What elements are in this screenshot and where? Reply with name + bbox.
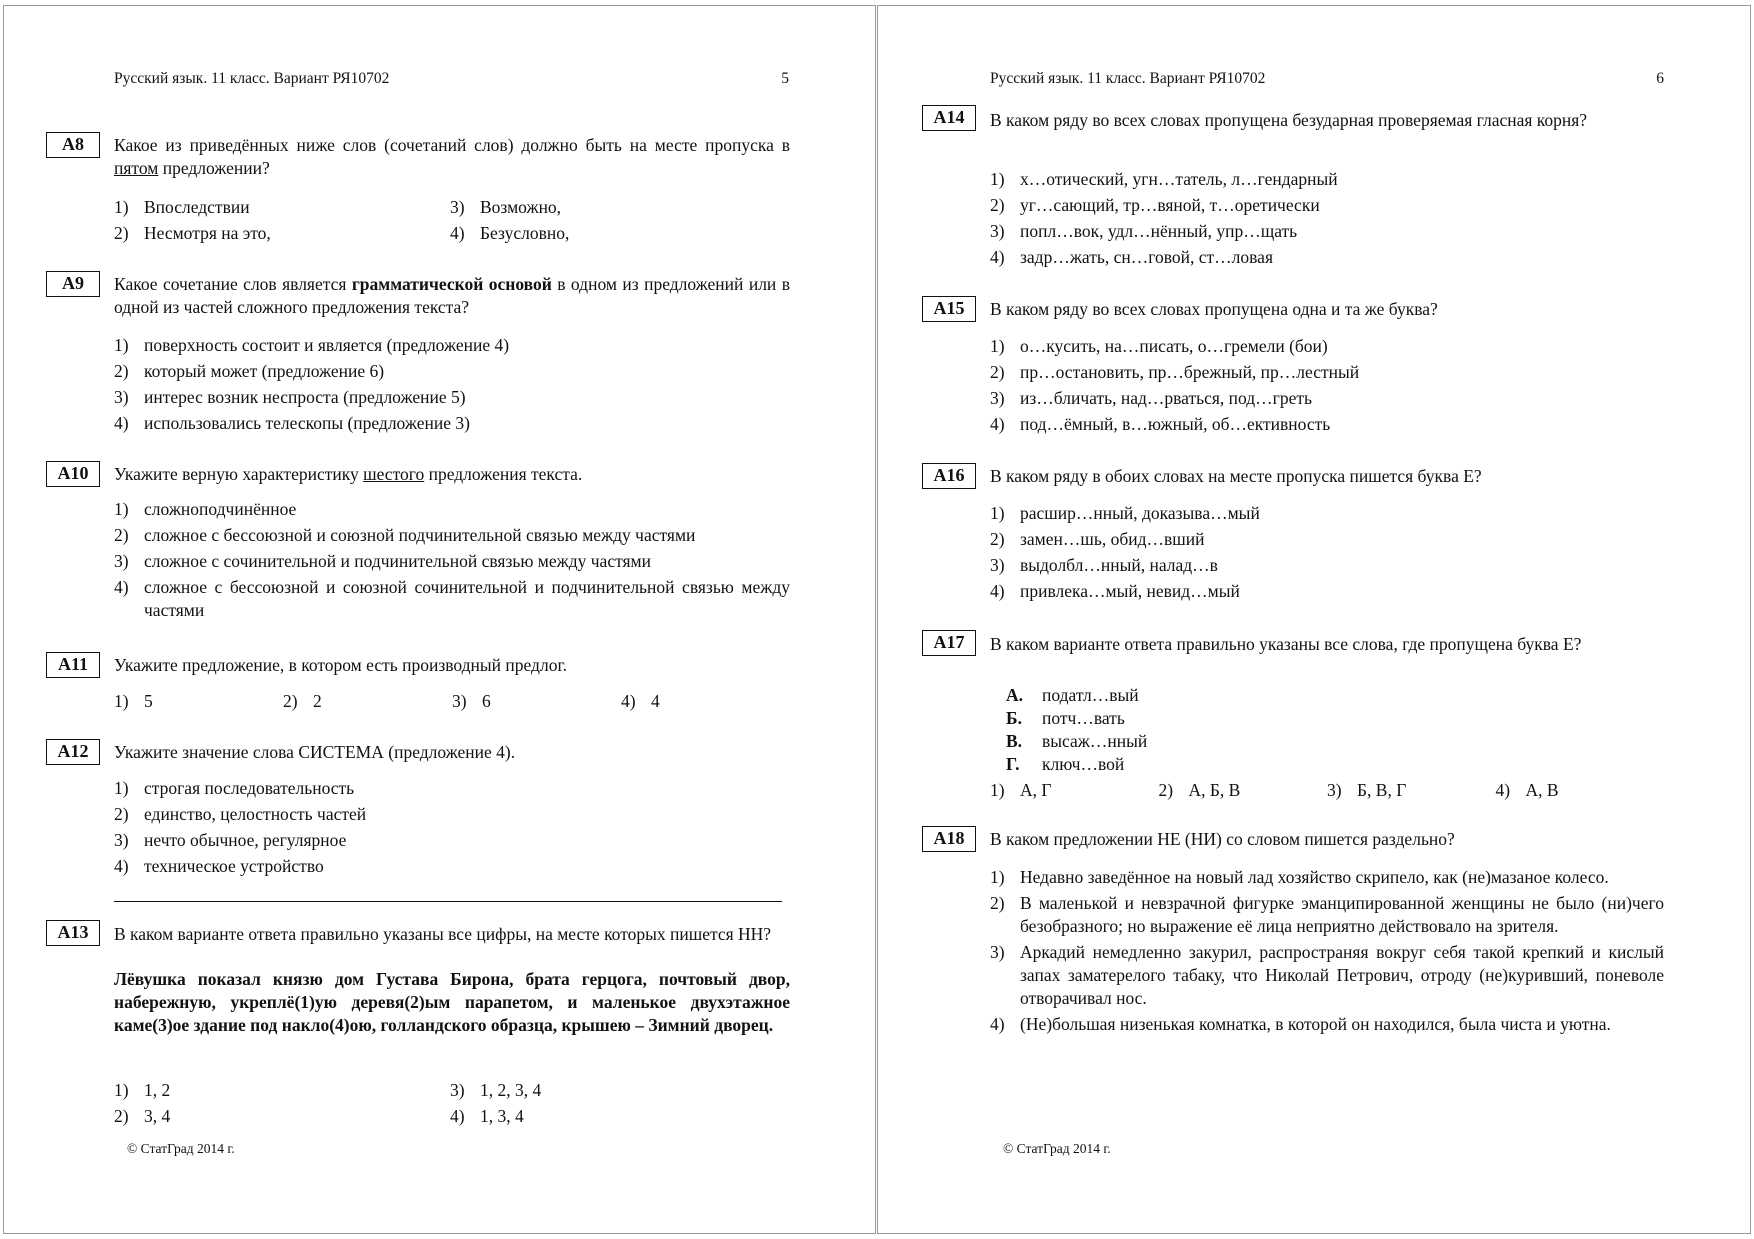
option-number: 2) bbox=[283, 691, 298, 711]
answer-option[interactable] bbox=[621, 690, 790, 713]
answer-option[interactable] bbox=[114, 1079, 450, 1102]
option-text: 5 bbox=[144, 691, 153, 711]
answer-options bbox=[990, 779, 1664, 802]
option-text: пр…остановить, пр…брежный, пр…лестный bbox=[1020, 362, 1360, 382]
question-label: А15 bbox=[922, 296, 976, 322]
option-text: Недавно заведённое на новый лад хозяйство скрипело, как (не)мазаное колесо. bbox=[1020, 867, 1609, 887]
bold-term: грамматической основой bbox=[351, 274, 552, 294]
answer-option[interactable] bbox=[990, 779, 1159, 802]
answer-options bbox=[990, 168, 1664, 272]
option-number: 1) bbox=[990, 169, 1005, 189]
option-text: сложноподчинённое bbox=[144, 499, 297, 519]
option-number: 2) bbox=[114, 804, 129, 824]
word-key: В. bbox=[1006, 731, 1023, 751]
option-number: 2) bbox=[990, 893, 1005, 913]
answer-option[interactable] bbox=[114, 829, 790, 852]
section-divider bbox=[114, 901, 782, 902]
option-number: 2) bbox=[114, 525, 129, 545]
underlined-word: шестого bbox=[363, 464, 425, 484]
option-number: 3) bbox=[990, 221, 1005, 241]
answer-option[interactable] bbox=[450, 222, 750, 245]
word-key: А. bbox=[1006, 685, 1024, 705]
answer-option[interactable] bbox=[990, 528, 1664, 551]
word-item bbox=[1006, 730, 1406, 753]
option-text: который может (предложение 6) bbox=[144, 361, 385, 381]
option-number: 3) bbox=[450, 197, 465, 217]
question-label: А14 bbox=[922, 105, 976, 131]
question-text: Укажите значение слова СИСТЕМА (предложение 4). bbox=[114, 742, 516, 762]
answer-option[interactable] bbox=[450, 196, 750, 219]
question-label: А12 bbox=[46, 739, 100, 765]
option-text: выдолбл…нный, налад…в bbox=[1020, 555, 1218, 575]
option-number: 4) bbox=[450, 1106, 465, 1126]
answer-option[interactable] bbox=[990, 413, 1664, 436]
option-number: 2) bbox=[990, 362, 1005, 382]
option-text: Возможно, bbox=[480, 197, 562, 217]
option-number: 4) bbox=[990, 581, 1005, 601]
answer-option[interactable] bbox=[114, 524, 790, 547]
answer-option[interactable] bbox=[114, 803, 790, 826]
answer-option[interactable] bbox=[114, 690, 283, 713]
answer-option[interactable] bbox=[114, 550, 790, 573]
option-number: 1) bbox=[114, 197, 129, 217]
answer-option[interactable] bbox=[114, 855, 790, 878]
question-text-part: Какое из приведённых ниже слов (сочетаний слов) должно быть на месте пропуска в bbox=[114, 135, 790, 155]
question-text: В каком ряду во всех словах пропущена одна и та же буква? bbox=[990, 299, 1438, 319]
answer-option[interactable] bbox=[283, 690, 452, 713]
page-footer: © СтатГрад 2014 г. bbox=[127, 1141, 235, 1156]
answer-option[interactable] bbox=[990, 335, 1664, 358]
answer-option[interactable] bbox=[450, 1105, 750, 1128]
option-text: привлека…мый, невид…мый bbox=[1020, 581, 1240, 601]
answer-option[interactable] bbox=[990, 1013, 1664, 1036]
answer-options bbox=[114, 777, 790, 881]
word-text: податл…вый bbox=[1042, 685, 1139, 705]
word-key: Б. bbox=[1006, 708, 1022, 728]
page-footer: © СтатГрад 2014 г. bbox=[1003, 1141, 1111, 1156]
option-text: 1, 2, 3, 4 bbox=[480, 1080, 542, 1100]
passage-text: Лёвушка показал князю дом Густава Бирона, брата герцога, почтовый двор, набережную, укреплё(1)ую деревя(2)ым парапетом, и маленькое двухэтажное каме(3)ое здание под накло(4)ою, голландского образца, крышею – Зимний дворец. bbox=[114, 969, 790, 1035]
question-text-part: Какое сочетание слов является bbox=[114, 274, 352, 294]
answer-option[interactable] bbox=[114, 334, 790, 357]
answer-option[interactable] bbox=[990, 502, 1664, 525]
option-text: сложное с сочинительной и подчинительной связью между частями bbox=[144, 551, 651, 571]
question-text: В каком предложении НЕ (НИ) со словом пишется раздельно? bbox=[990, 829, 1455, 849]
option-number: 1) bbox=[990, 336, 1005, 356]
option-number: 3) bbox=[450, 1080, 465, 1100]
answer-option[interactable] bbox=[114, 360, 790, 383]
answer-options bbox=[114, 334, 790, 438]
answer-option[interactable] bbox=[990, 941, 1664, 1010]
question-text-part: предложении? bbox=[158, 158, 270, 178]
option-text: 4 bbox=[651, 691, 660, 711]
answer-option[interactable] bbox=[114, 196, 450, 219]
option-text: А, Б, В bbox=[1188, 780, 1241, 800]
question-text-part: Укажите верную характеристику bbox=[114, 464, 364, 484]
option-text: 1, 3, 4 bbox=[480, 1106, 524, 1126]
option-number: 1) bbox=[114, 335, 129, 355]
question-label: А16 bbox=[922, 463, 976, 489]
option-text: 2 bbox=[313, 691, 322, 711]
word-item bbox=[1006, 753, 1406, 776]
question-label: А10 bbox=[46, 461, 100, 487]
question-label: А18 bbox=[922, 826, 976, 852]
answer-options bbox=[114, 1079, 790, 1128]
answer-options bbox=[114, 196, 790, 245]
option-number: 1) bbox=[990, 503, 1005, 523]
option-text: 3, 4 bbox=[144, 1106, 171, 1126]
option-number: 2) bbox=[114, 223, 129, 243]
question-label: А13 bbox=[46, 920, 100, 946]
option-text: сложное с бессоюзной и союзной сочинительной и подчинительной связью между частями bbox=[144, 577, 790, 620]
option-number: 3) bbox=[1327, 780, 1342, 800]
option-number: 1) bbox=[114, 691, 129, 711]
question-text bbox=[114, 134, 790, 180]
option-text: Впоследствии bbox=[144, 197, 250, 217]
answer-option[interactable] bbox=[1327, 779, 1496, 802]
question-label: А11 bbox=[46, 652, 100, 678]
option-number: 4) bbox=[621, 691, 636, 711]
option-text: х…отический, угн…татель, л…гендарный bbox=[1020, 169, 1338, 189]
answer-option[interactable] bbox=[1159, 779, 1328, 802]
underlined-word: пятом bbox=[114, 158, 159, 178]
question-text-part: предложения текста. bbox=[424, 464, 583, 484]
answer-option[interactable] bbox=[990, 554, 1664, 577]
answer-option[interactable] bbox=[990, 580, 1664, 603]
option-number: 4) bbox=[990, 247, 1005, 267]
option-text: (Не)большая низенькая комнатка, в которой он находился, была чиста и уютна. bbox=[1020, 1014, 1611, 1034]
answer-option[interactable] bbox=[114, 412, 790, 435]
answer-option[interactable] bbox=[990, 220, 1664, 243]
option-number: 4) bbox=[114, 856, 129, 876]
word-text: ключ…вой bbox=[1042, 754, 1125, 774]
option-number: 1) bbox=[114, 499, 129, 519]
answer-option[interactable] bbox=[114, 777, 790, 800]
answer-option[interactable] bbox=[990, 892, 1664, 938]
page-number: 6 bbox=[1656, 70, 1664, 87]
option-text: единство, целостность частей bbox=[144, 804, 367, 824]
page-header: Русский язык. 11 класс. Вариант РЯ10702 bbox=[990, 70, 1266, 87]
option-text: 6 bbox=[482, 691, 491, 711]
option-number: 3) bbox=[114, 387, 129, 407]
option-text: попл…вок, удл…нённый, упр…щать bbox=[1020, 221, 1298, 241]
word-text: потч…вать bbox=[1042, 708, 1125, 728]
option-number: 4) bbox=[114, 413, 129, 433]
option-number: 2) bbox=[1158, 780, 1174, 800]
option-text: поверхность состоит и является (предложение 4) bbox=[144, 335, 510, 355]
answer-options bbox=[990, 866, 1664, 1039]
answer-option[interactable] bbox=[114, 386, 790, 409]
question-text: В каком ряду в обоих словах на месте пропуска пишется буква Е? bbox=[990, 466, 1482, 486]
option-number: 4) bbox=[114, 577, 129, 597]
option-number: 3) bbox=[990, 942, 1005, 962]
option-number: 3) bbox=[990, 555, 1005, 575]
option-number: 4) bbox=[990, 1014, 1005, 1034]
option-text: В маленькой и невзрачной фигурке эманципированной женщины не было (ни)чего безобразного; но выражение её лица неприятно действовало на зрителя. bbox=[1020, 893, 1664, 936]
answer-option[interactable] bbox=[1496, 779, 1665, 802]
answer-options bbox=[990, 502, 1664, 606]
option-number: 3) bbox=[452, 691, 467, 711]
option-number: 1) bbox=[990, 867, 1005, 887]
option-number: 3) bbox=[990, 388, 1005, 408]
answer-option[interactable] bbox=[990, 168, 1664, 191]
answer-option[interactable] bbox=[990, 246, 1664, 269]
word-item bbox=[1006, 684, 1406, 707]
question-label: А17 bbox=[922, 630, 976, 656]
word-list bbox=[1006, 684, 1406, 776]
answer-option[interactable] bbox=[990, 866, 1664, 889]
option-text: под…ёмный, в…южный, об…ективность bbox=[1020, 414, 1331, 434]
page-number: 5 bbox=[781, 70, 789, 87]
answer-option[interactable] bbox=[114, 498, 790, 521]
option-number: 1) bbox=[990, 780, 1005, 800]
left-page bbox=[3, 5, 876, 1234]
answer-option[interactable] bbox=[990, 194, 1664, 217]
answer-options bbox=[990, 335, 1664, 439]
option-number: 1) bbox=[114, 778, 129, 798]
answer-option[interactable] bbox=[114, 576, 790, 622]
right-page bbox=[877, 5, 1751, 1234]
answer-option[interactable] bbox=[114, 222, 450, 245]
option-text: о…кусить, на…писать, о…гремели (бои) bbox=[1020, 336, 1328, 356]
option-number: 3) bbox=[114, 551, 129, 571]
option-text: расшир…нный, доказыва…мый bbox=[1020, 503, 1260, 523]
answer-option[interactable] bbox=[990, 387, 1664, 410]
answer-options bbox=[114, 690, 790, 713]
option-number: 2) bbox=[990, 529, 1005, 549]
question-text: Укажите предложение, в котором есть производный предлог. bbox=[114, 655, 568, 675]
question-label: А9 bbox=[46, 271, 100, 297]
option-number: 4) bbox=[990, 414, 1005, 434]
option-number: 2) bbox=[990, 195, 1005, 215]
option-text: техническое устройство bbox=[144, 856, 324, 876]
option-text: уг…сающий, тр…вяной, т…оретически bbox=[1020, 195, 1320, 215]
option-text: строгая последовательность bbox=[144, 778, 355, 798]
option-text: нечто обычное, регулярное bbox=[144, 830, 347, 850]
answer-option[interactable] bbox=[990, 361, 1664, 384]
option-number: 2) bbox=[114, 361, 129, 381]
option-text: использовались телескопы (предложение 3) bbox=[144, 413, 470, 433]
option-text: задр…жать, сн…говой, ст…ловая bbox=[1020, 247, 1273, 267]
answer-option[interactable] bbox=[452, 690, 621, 713]
option-number: 3) bbox=[114, 830, 129, 850]
option-number: 1) bbox=[114, 1080, 129, 1100]
question-text: В каком варианте ответа правильно указаны все слова, где пропущена буква Е? bbox=[990, 634, 1582, 654]
option-text: Несмотря на это, bbox=[144, 223, 271, 243]
word-item bbox=[1006, 707, 1406, 730]
question-text bbox=[114, 273, 790, 319]
question-text bbox=[114, 463, 790, 486]
question-text-part: в одном из предложений или в одной из частей сложного предложения текста? bbox=[114, 274, 790, 317]
answer-option[interactable] bbox=[450, 1079, 750, 1102]
question-text: В каком варианте ответа правильно указаны все цифры, на месте которых пишется НН? bbox=[114, 924, 772, 944]
option-number: 4) bbox=[1495, 780, 1511, 800]
option-text: А, Г bbox=[1020, 780, 1052, 800]
option-text: Безусловно, bbox=[480, 223, 570, 243]
word-key: Г. bbox=[1006, 754, 1020, 774]
option-text: из…бличать, над…рваться, под…греть bbox=[1020, 388, 1313, 408]
option-text: сложное с бессоюзной и союзной подчинительной связью между частями bbox=[144, 525, 696, 545]
option-number: 4) bbox=[450, 223, 465, 243]
answer-option[interactable] bbox=[114, 1105, 450, 1128]
option-number: 2) bbox=[114, 1106, 129, 1126]
option-text: Б, В, Г bbox=[1357, 780, 1407, 800]
page-header: Русский язык. 11 класс. Вариант РЯ10702 bbox=[114, 70, 390, 87]
option-text: интерес возник неспроста (предложение 5) bbox=[144, 387, 466, 407]
option-text: А, В bbox=[1525, 780, 1559, 800]
question-text: В каком ряду во всех словах пропущена безударная проверяемая гласная корня? bbox=[990, 110, 1588, 130]
option-text: 1, 2 bbox=[144, 1080, 171, 1100]
word-text: высаж…нный bbox=[1042, 731, 1148, 751]
question-label: А8 bbox=[46, 132, 100, 158]
option-text: Аркадий немедленно закурил, распространяя вокруг себя такой крепкий и кислый запах заматерелого табаку, что Николай Петрович, отроду (не)куривший, поневоле отворачивал нос. bbox=[1020, 942, 1664, 1008]
answer-options bbox=[114, 498, 790, 625]
option-text: замен…шь, обид…вший bbox=[1020, 529, 1205, 549]
